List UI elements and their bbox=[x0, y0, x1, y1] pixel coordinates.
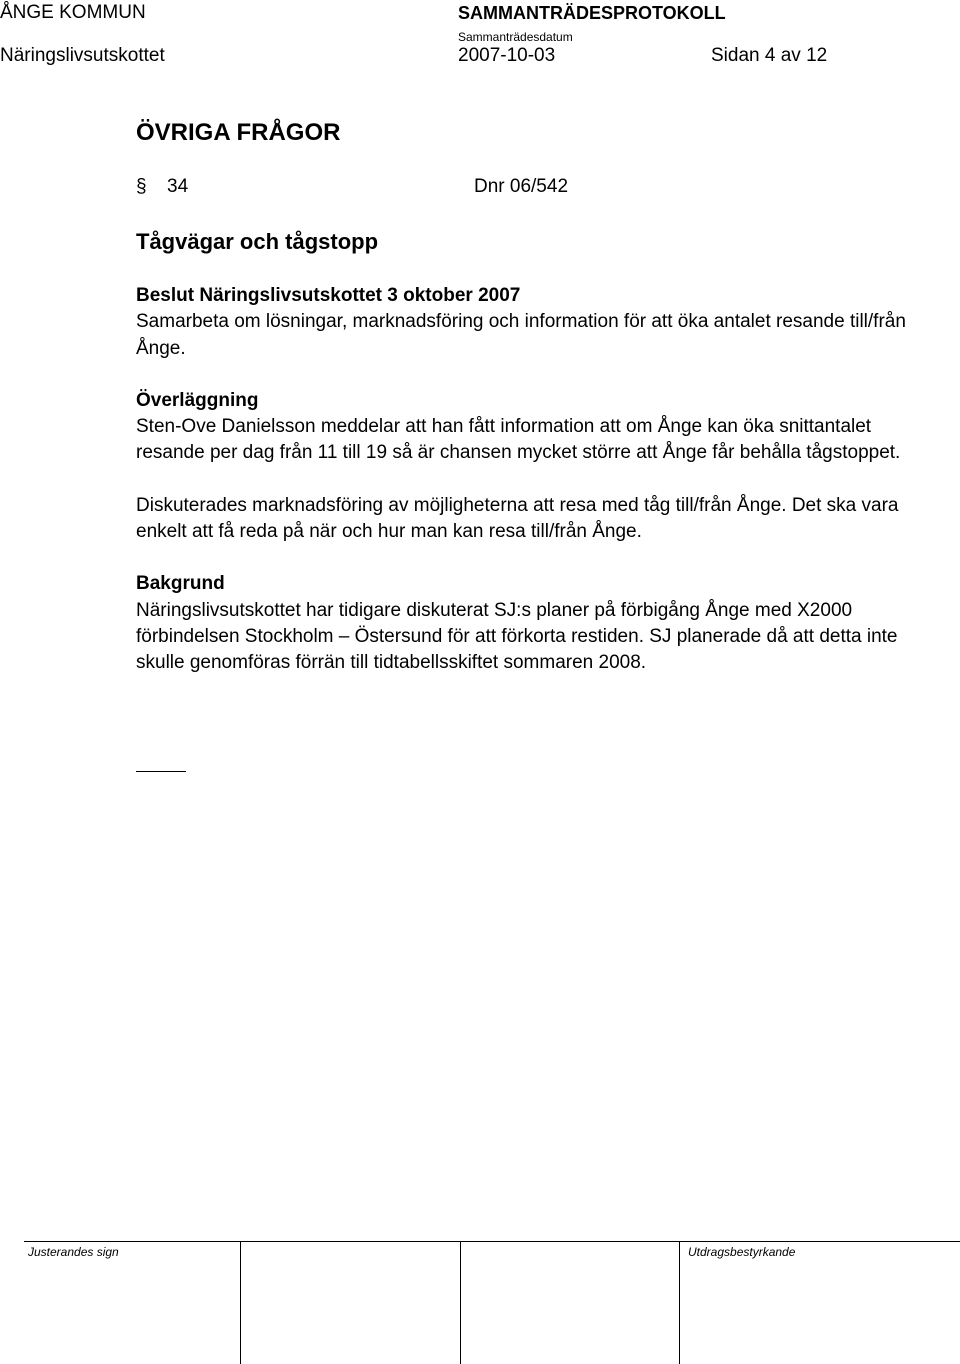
discussion-text: Diskuterades marknadsföring av möjligheterna att resa med tåg till/från Ånge. Det ska vara enkelt att få reda på när och hur man kan resa till/från Ånge. bbox=[136, 494, 899, 543]
background-heading: Bakgrund bbox=[136, 573, 225, 595]
footer-divider bbox=[679, 1241, 680, 1364]
footer-divider bbox=[240, 1241, 241, 1364]
decision-text: Samarbeta om lösningar, marknadsföring och information för att öka antalet resande till/från Ånge. bbox=[136, 311, 906, 359]
item-title: Tågvägar och tågstopp bbox=[136, 229, 379, 254]
end-rule bbox=[136, 771, 186, 772]
footer-rule bbox=[24, 1241, 960, 1242]
meeting-date: 2007-10-03 bbox=[458, 45, 556, 66]
meeting-date-label: Sammanträdesdatum bbox=[458, 30, 573, 44]
extract-certification-label: Utdragsbestyrkande bbox=[688, 1245, 796, 1259]
signature-footer bbox=[24, 1241, 960, 1364]
minutes-body bbox=[136, 283, 936, 677]
deliberation-text: Sten-Ove Danielsson meddelar att han fått information att om Ånge kan öka snittantalet resande per dag från 11 till 19 så är chansen mycket större att Ånge får behålla tågstoppet. bbox=[136, 416, 901, 464]
section-title: ÖVRIGA FRÅGOR bbox=[136, 119, 341, 146]
committee-name: Näringslivsutskottet bbox=[0, 45, 165, 66]
document-type: SAMMANTRÄDESPROTOKOLL bbox=[458, 3, 726, 23]
background-text: Näringslivsutskottet har tidigare diskuterat SJ:s planer på förbigång Ånge med X2000 förbindelsen Stockholm – Östersund för att förkorta restiden. SJ planerade då att detta inte skulle genomföras förrän till tidtabellsskiftet sommaren 2008. bbox=[136, 599, 898, 674]
municipality-name: ÅNGE KOMMUN bbox=[0, 2, 146, 23]
paragraph-number: 34 bbox=[167, 176, 189, 197]
footer-divider bbox=[460, 1241, 461, 1364]
deliberation-heading: Överläggning bbox=[136, 389, 259, 411]
paragraph-mark: § bbox=[136, 176, 147, 197]
page-indicator: Sidan 4 av 12 bbox=[711, 45, 828, 66]
case-number: Dnr 06/542 bbox=[474, 176, 569, 197]
adjusters-sign-label: Justerandes sign bbox=[28, 1245, 119, 1259]
decision-heading: Beslut Näringslivsutskottet 3 oktober 2007 bbox=[136, 285, 521, 306]
